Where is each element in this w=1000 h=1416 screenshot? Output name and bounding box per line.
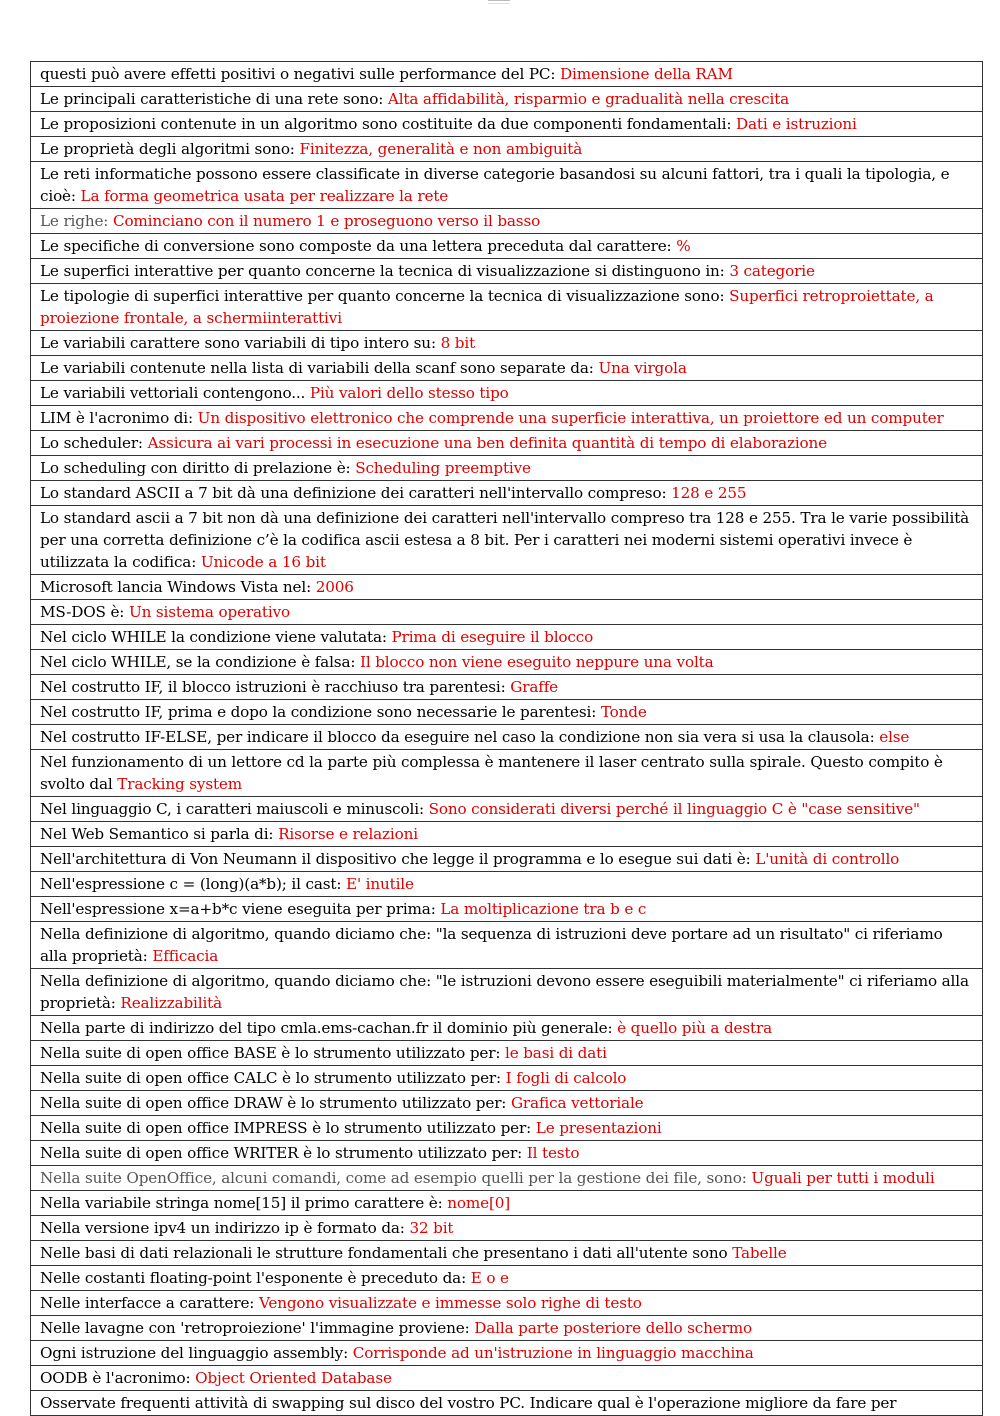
answer-text: Tabelle <box>732 1244 787 1262</box>
answer-text: Più valori dello stesso tipo <box>309 384 509 402</box>
qa-cell <box>31 1366 983 1391</box>
question-text: LIM è l'acronimo di: <box>40 409 198 427</box>
answer-text: nome[0] <box>447 1194 511 1212</box>
qa-cell <box>31 1141 983 1166</box>
question-text: Nella suite di open office WRITER è lo strumento utilizzato per: <box>40 1144 527 1162</box>
answer-text: 3 categorie <box>729 262 815 280</box>
qa-cell <box>31 162 983 209</box>
question-text: Nella suite di open office DRAW è lo strumento utilizzato per: <box>40 1094 511 1112</box>
qa-cell <box>31 625 983 650</box>
qa-cell <box>31 1116 983 1141</box>
question-text: OODB è l'acronimo: <box>40 1369 196 1387</box>
question-text: Le principali caratteristiche di una rete sono: <box>40 90 388 108</box>
answer-text: Un sistema operativo <box>128 603 291 621</box>
question-text: Osservate frequenti attività di swapping sul disco del vostro PC. Indicare qual è l'operazione migliore da fare per <box>40 1394 897 1412</box>
table-row <box>31 700 983 725</box>
qa-cell <box>31 750 983 797</box>
qa-cell <box>31 62 983 87</box>
question-text: Nella definizione di algoritmo, quando diciamo che: "la sequenza di istruzioni deve portare ad un risultato" ci riferiamo alla proprietà: <box>40 925 943 965</box>
answer-text: Grafica vettoriale <box>510 1094 644 1112</box>
question-text: Nella variabile stringa nome[15] il primo carattere è: <box>40 1194 448 1212</box>
qa-cell <box>31 1241 983 1266</box>
table-row <box>31 675 983 700</box>
question-text: Le superfici interattive per quanto concerne la tecnica di visualizzazione si distinguono in: <box>40 262 730 280</box>
question-text: Le proprietà degli algoritmi sono: <box>40 140 300 158</box>
table-row <box>31 112 983 137</box>
qa-table <box>30 61 983 1416</box>
qa-cell <box>31 725 983 750</box>
answer-text: Dati e istruzioni <box>736 115 857 133</box>
table-row <box>31 1116 983 1141</box>
question-text: Nelle costanti floating-point l'esponente è preceduto da: <box>40 1269 471 1287</box>
qa-cell <box>31 481 983 506</box>
answer-text: Sono considerati diversi perché il linguaggio C è "case sensitive" <box>428 800 920 818</box>
question-text: Lo scheduler: <box>40 434 148 452</box>
table-row <box>31 137 983 162</box>
table-row <box>31 822 983 847</box>
question-text: Le specifiche di conversione sono composte da una lettera preceduta dal carattere: <box>40 237 677 255</box>
question-text: Le tipologie di superfici interattive per quanto concerne la tecnica di visualizzazione sono: <box>40 287 730 305</box>
answer-text: Efficacia <box>152 947 219 965</box>
table-row <box>31 969 983 1016</box>
qa-cell <box>31 872 983 897</box>
qa-cell <box>31 922 983 969</box>
answer-text: Superfici retroproiettate, a proiezione frontale, a schermiinterattivi <box>40 287 934 327</box>
qa-cell <box>31 1066 983 1091</box>
qa-cell <box>31 284 983 331</box>
table-row <box>31 872 983 897</box>
table-row <box>31 209 983 234</box>
qa-cell <box>31 847 983 872</box>
qa-cell <box>31 1041 983 1066</box>
answer-text: Le presentazioni <box>535 1119 662 1137</box>
answer-text: I fogli di calcolo <box>505 1069 627 1087</box>
qa-cell <box>31 234 983 259</box>
question-text: Nel Web Semantico si parla di: <box>40 825 279 843</box>
qa-cell <box>31 1016 983 1041</box>
table-row <box>31 1066 983 1091</box>
table-row <box>31 234 983 259</box>
question-text: Nel costrutto IF, il blocco istruzioni è racchiuso tra parentesi: <box>40 678 511 696</box>
table-row <box>31 797 983 822</box>
qa-cell <box>31 1191 983 1216</box>
table-row <box>31 456 983 481</box>
answer-text: 2006 <box>315 578 354 596</box>
answer-text: La moltiplicazione tra b e c <box>440 900 647 918</box>
table-row <box>31 1041 983 1066</box>
answer-text: Unicode a 16 bit <box>200 553 326 571</box>
answer-text: Una virgola <box>598 359 687 377</box>
qa-cell <box>31 822 983 847</box>
qa-cell <box>31 1091 983 1116</box>
question-text: questi può avere effetti positivi o negativi sulle performance del PC: <box>40 65 561 83</box>
qa-cell <box>31 897 983 922</box>
question-text: Nell'architettura di Von Neumann il dispositivo che legge il programma e lo esegue sui dati è: <box>40 850 756 868</box>
answer-text: Il blocco non viene eseguito neppure una volta <box>360 653 714 671</box>
question-text: Lo standard ascii a 7 bit non dà una definizione dei caratteri nell'intervallo compreso tra 128 e 255. Tra le varie possibilità per una corretta definizione c’è la codifica ascii estesa a 8 bit. Per i caratteri nei moderni sistemi operativi invece è utilizzata la codifica: <box>40 509 970 571</box>
answer-text: è quello più a destra <box>617 1019 772 1037</box>
table-row <box>31 650 983 675</box>
answer-text: Object Oriented Database <box>195 1369 392 1387</box>
table-row <box>31 725 983 750</box>
question-text: Nella suite di open office CALC è lo strumento utilizzato per: <box>40 1069 506 1087</box>
question-text: Nella suite di open office BASE è lo strumento utilizzato per: <box>40 1044 505 1062</box>
question-text: Nell'espressione x=a+b*c viene eseguita per prima: <box>40 900 441 918</box>
table-row <box>31 1366 983 1391</box>
question-text: Le variabili vettoriali contengono... <box>40 384 310 402</box>
table-row <box>31 1391 983 1416</box>
table-row <box>31 1166 983 1191</box>
question-text: Nelle basi di dati relazionali le strutture fondamentali che presentano i dati all'utente sono <box>40 1244 733 1262</box>
qa-cell <box>31 356 983 381</box>
table-row <box>31 750 983 797</box>
table-row <box>31 600 983 625</box>
table-row <box>31 847 983 872</box>
answer-text: % <box>676 237 691 255</box>
qa-cell <box>31 1216 983 1241</box>
qa-cell <box>31 87 983 112</box>
question-text: Nel linguaggio C, i caratteri maiuscoli e minuscoli: <box>40 800 429 818</box>
question-text: Lo standard ASCII a 7 bit dà una definizione dei caratteri nell'intervallo compreso: <box>40 484 672 502</box>
qa-cell <box>31 1166 983 1191</box>
table-row <box>31 1316 983 1341</box>
table-row <box>31 625 983 650</box>
qa-cell <box>31 406 983 431</box>
qa-cell <box>31 797 983 822</box>
answer-text: L'unità di controllo <box>755 850 900 868</box>
qa-cell <box>31 600 983 625</box>
answer-text: Prima di eseguire il blocco <box>391 628 594 646</box>
qa-cell <box>31 575 983 600</box>
table-row <box>31 1141 983 1166</box>
answer-text: Un dispositivo elettronico che comprende una superficie interattiva, un proiettore ed un computer <box>197 409 944 427</box>
answer-text: Alta affidabilità, risparmio e gradualità nella crescita <box>387 90 790 108</box>
qa-cell <box>31 1341 983 1366</box>
question-text: Nelle lavagne con 'retroproiezione' l'immagine proviene: <box>40 1319 475 1337</box>
qa-cell <box>31 1266 983 1291</box>
table-row <box>31 356 983 381</box>
table-row <box>31 162 983 209</box>
qa-cell <box>31 650 983 675</box>
qa-table-body <box>31 62 983 1416</box>
qa-cell <box>31 259 983 284</box>
answer-text: 32 bit <box>409 1219 454 1237</box>
answer-text: Realizzabilità <box>120 994 223 1012</box>
question-text: Nel ciclo WHILE la condizione viene valutata: <box>40 628 392 646</box>
question-text: Nella parte di indirizzo del tipo cmla.ems-cachan.fr il dominio più generale: <box>40 1019 618 1037</box>
question-text: Nel costrutto IF, prima e dopo la condizione sono necessarie le parentesi: <box>40 703 601 721</box>
question-text: Lo scheduling con diritto di prelazione è: <box>40 459 356 477</box>
answer-text: 128 e 255 <box>671 484 747 502</box>
question-text: Nella definizione di algoritmo, quando diciamo che: "le istruzioni devono essere eseguibili materialmente" ci riferiamo alla proprietà: <box>40 972 969 1012</box>
qa-cell <box>31 137 983 162</box>
answer-text: Graffe <box>510 678 559 696</box>
qa-cell <box>31 112 983 137</box>
qa-cell <box>31 331 983 356</box>
table-row <box>31 1266 983 1291</box>
answer-text: Tonde <box>600 703 647 721</box>
table-row <box>31 1241 983 1266</box>
page-header-mark <box>488 0 510 4</box>
answer-text: Assicura ai vari processi in esecuzione una ben definita quantità di tempo di elaborazione <box>147 434 827 452</box>
answer-text: Corrisponde ad un'istruzione in linguaggio macchina <box>352 1344 754 1362</box>
table-row <box>31 1341 983 1366</box>
table-row <box>31 62 983 87</box>
answer-text: E o e <box>470 1269 509 1287</box>
table-row <box>31 1016 983 1041</box>
qa-cell <box>31 1391 983 1416</box>
question-text: Le reti informatiche possono essere classificate in diverse categorie basandosi su alcuni fattori, tra i quali la tipologia, e cioè: <box>40 165 950 205</box>
answer-text: Il testo <box>526 1144 580 1162</box>
question-text: Le proposizioni contenute in un algoritmo sono costituite da due componenti fondamentali: <box>40 115 736 133</box>
table-row <box>31 431 983 456</box>
table-row <box>31 406 983 431</box>
qa-cell <box>31 1316 983 1341</box>
answer-text: Uguali per tutti i moduli <box>751 1169 935 1187</box>
question-text: Nell'espressione c = (long)(a*b); il cast: <box>40 875 347 893</box>
answer-text: le basi di dati <box>505 1044 607 1062</box>
answer-text: 8 bit <box>440 334 476 352</box>
answer-text: E' inutile <box>346 875 414 893</box>
answer-text: Cominciano con il numero 1 e proseguono verso il basso <box>112 212 541 230</box>
table-row <box>31 506 983 575</box>
answer-text: Scheduling preemptive <box>355 459 531 477</box>
question-text: Nel costrutto IF-ELSE, per indicare il blocco da eseguire nel caso la condizione non sia vera si usa la clausola: <box>40 728 880 746</box>
qa-cell <box>31 700 983 725</box>
qa-cell <box>31 506 983 575</box>
qa-cell <box>31 381 983 406</box>
table-row <box>31 259 983 284</box>
table-row <box>31 1291 983 1316</box>
qa-cell <box>31 1291 983 1316</box>
answer-text: Vengono visualizzate e immesse solo righe di testo <box>258 1294 642 1312</box>
question-text: Microsoft lancia Windows Vista nel: <box>40 578 316 596</box>
question-text: Le righe: <box>40 212 113 230</box>
question-text: MS-DOS è: <box>40 603 129 621</box>
answer-text: Dalla parte posteriore dello schermo <box>474 1319 752 1337</box>
answer-text: Risorse e relazioni <box>278 825 418 843</box>
question-text: Nella suite di open office IMPRESS è lo strumento utilizzato per: <box>40 1119 536 1137</box>
answer-text: Dimensione della RAM <box>560 65 733 83</box>
table-row <box>31 1216 983 1241</box>
table-row <box>31 922 983 969</box>
qa-cell <box>31 675 983 700</box>
qa-cell <box>31 456 983 481</box>
question-text: Nella suite OpenOffice, alcuni comandi, come ad esempio quelli per la gestione dei file, sono: <box>40 1169 752 1187</box>
question-text: Le variabili contenute nella lista di variabili della scanf sono separate da: <box>40 359 599 377</box>
table-row <box>31 575 983 600</box>
question-text: Nel funzionamento di un lettore cd la parte più complessa è mantenere il laser centrato sulla spirale. Questo compito è svolto dal <box>40 753 943 793</box>
table-row <box>31 87 983 112</box>
answer-text: Tracking system <box>117 775 243 793</box>
table-row <box>31 1091 983 1116</box>
question-text: Nelle interfacce a carattere: <box>40 1294 259 1312</box>
question-text: Nel ciclo WHILE, se la condizione è falsa: <box>40 653 360 671</box>
answer-text: else <box>879 728 910 746</box>
table-row <box>31 481 983 506</box>
qa-cell <box>31 431 983 456</box>
question-text: Le variabili carattere sono variabili di tipo intero su: <box>40 334 441 352</box>
answer-text: La forma geometrica usata per realizzare la rete <box>80 187 449 205</box>
answer-text: Finitezza, generalità e non ambiguità <box>299 140 583 158</box>
table-row <box>31 897 983 922</box>
table-row <box>31 1191 983 1216</box>
qa-cell <box>31 209 983 234</box>
question-text: Ogni istruzione del linguaggio assembly: <box>40 1344 353 1362</box>
qa-cell <box>31 969 983 1016</box>
table-row <box>31 331 983 356</box>
table-row <box>31 284 983 331</box>
table-row <box>31 381 983 406</box>
question-text: Nella versione ipv4 un indirizzo ip è formato da: <box>40 1219 410 1237</box>
